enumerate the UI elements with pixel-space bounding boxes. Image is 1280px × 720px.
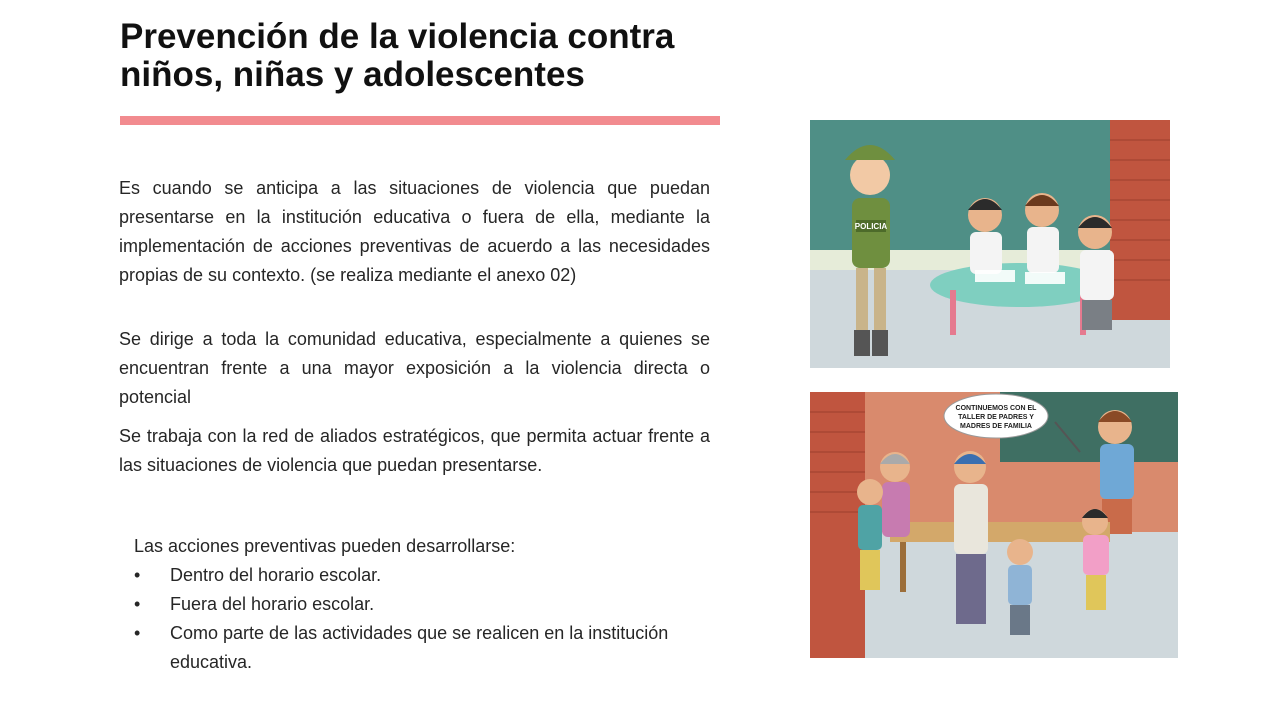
list-item: • Fuera del horario escolar. [134, 590, 694, 619]
preventive-actions-intro: Las acciones preventivas pueden desarrollarse: [134, 536, 516, 556]
paragraph-allies: Se trabaja con la red de aliados estratégicos, que permita actuar frente a las situaciones de violencia que puedan presentarse. [119, 426, 710, 475]
bullet-icon: • [134, 565, 141, 585]
illustration-parents-workshop [810, 392, 1178, 658]
list-item: • Como parte de las actividades que se realicen en la institución educativa. [134, 619, 694, 677]
bullet-icon: • [134, 594, 141, 614]
preventive-actions-list [134, 561, 694, 677]
page-title: Prevención de la violencia contra niños, niñas y adolescentes [120, 17, 675, 94]
list-item: • Dentro del horario escolar. [134, 561, 694, 590]
paragraph-audience: Se dirige a toda la comunidad educativa, especialmente a quienes se encuentran frente a una mayor exposición a la violencia directa o potencial [119, 329, 710, 407]
speech-bubble-line-3: MADRES DE FAMILIA [960, 423, 1032, 430]
bullet-icon: • [134, 623, 141, 643]
preventive-actions [134, 532, 694, 677]
speech-bubble-line-1: CONTINUEMOS CON EL [955, 405, 1037, 412]
speech-bubble-line-2: TALLER DE PADRES Y [958, 414, 1034, 421]
paragraph-definition: Es cuando se anticipa a las situaciones de violencia que puedan presentarse en la institución educativa o fuera de ella, mediante la implementación de acciones preventivas de acuerdo a las necesidades propias de su contexto. (se realiza mediante el anexo 02) [119, 178, 710, 285]
illustration-police-with-children [810, 120, 1170, 368]
title-accent-bar [120, 116, 720, 125]
police-vest-label: POLICIA [854, 222, 888, 231]
